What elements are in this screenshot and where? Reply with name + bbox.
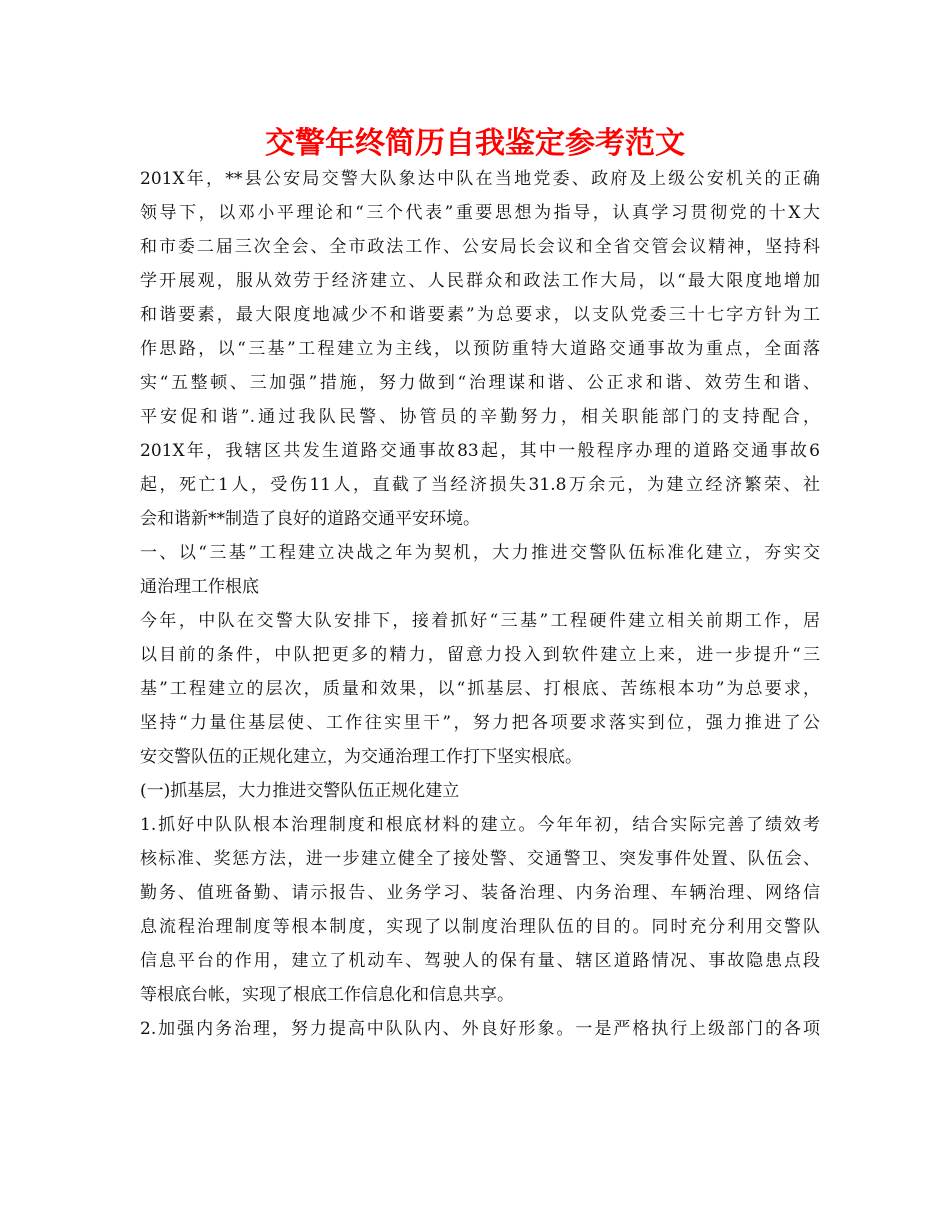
- body-line: 息流程治理制度等根本制度，实现了以制度治理队伍的目的。同时充分利用交警队: [140, 917, 820, 937]
- document-body: [140, 162, 820, 1046]
- body-line: 今年，中队在交警大队安排下，接着抓好“三基”工程硬件建立相关前期工作，居: [140, 611, 820, 631]
- body-line: 领导下，以邓小平理论和“三个代表”重要思想为指导，认真学习贯彻党的十X大: [140, 203, 820, 223]
- document-title: 交警年终简历自我鉴定参考范文: [265, 126, 685, 161]
- body-line: 学开展观，服从效劳于经济建立、人民群众和政法工作大局，以“最大限度地增加: [140, 271, 820, 291]
- body-line: 等根底台帐，实现了根底工作信息化和信息共享。: [140, 985, 514, 1005]
- body-line: 核标准、奖惩方法，进一步建立健全了接处警、交通警卫、突发事件处置、队伍会、: [140, 849, 820, 869]
- section-heading-line: 一、以“三基”工程建立决战之年为契机，大力推进交警队伍标准化建立，夯实交: [140, 543, 820, 563]
- body-line: 安交警队伍的正规化建立，为交通治理工作打下坚实根底。: [140, 747, 582, 767]
- body-line: 2.加强内务治理，努力提高中队队内、外良好形象。一是严格执行上级部门的各项: [140, 1019, 820, 1039]
- body-line: 1.抓好中队队根本治理制度和根底材料的建立。今年年初，结合实际完善了绩效考: [140, 815, 820, 835]
- body-line: 和谐要素，最大限度地减少不和谐要素”为总要求，以支队党委三十七字方针为工: [140, 305, 820, 325]
- body-line: 平安促和谐”.通过我队民警、协管员的辛勤努力，相关职能部门的支持配合，: [140, 407, 820, 427]
- body-line: 信息平台的作用，建立了机动车、驾驶人的保有量、辖区道路情况、事故隐患点段: [140, 951, 820, 971]
- body-line: 勤务、值班备勤、请示报告、业务学习、装备治理、内务治理、车辆治理、网络信: [140, 883, 820, 903]
- body-line: 实“五整顿、三加强”措施，努力做到“治理谋和谐、公正求和谐、效劳生和谐、: [140, 373, 820, 393]
- body-line: 201X年，**县公安局交警大队象达中队在当地党委、政府及上级公安机关的正确: [140, 169, 820, 189]
- body-line: 和市委二届三次全会、全市政法工作、公安局长会议和全省交管会议精神，坚持科: [140, 237, 820, 257]
- body-line: 起，死亡1人，受伤11人，直截了当经济损失31.8万余元，为建立经济繁荣、社: [140, 475, 820, 495]
- body-line: 201X年，我辖区共发生道路交通事故83起，其中一般程序办理的道路交通事故6: [140, 441, 820, 461]
- body-line: 作思路，以“三基”工程建立为主线，以预防重特大道路交通事故为重点，全面落: [140, 339, 820, 359]
- section-heading-line: 通治理工作根底: [140, 577, 259, 597]
- subsection-heading-line: (一)抓基层，大力推进交警队伍正规化建立: [140, 781, 460, 801]
- body-line: 坚持“力量住基层使、工作往实里干”，努力把各项要求落实到位，强力推进了公: [140, 713, 820, 733]
- body-line: 基”工程建立的层次，质量和效果，以“抓基层、打根底、苦练根本功”为总要求，: [140, 679, 820, 699]
- body-line: 以目前的条件，中队把更多的精力，留意力投入到软件建立上来，进一步提升“三: [140, 645, 820, 665]
- body-line: 会和谐新**制造了良好的道路交通平安环境。: [140, 509, 480, 529]
